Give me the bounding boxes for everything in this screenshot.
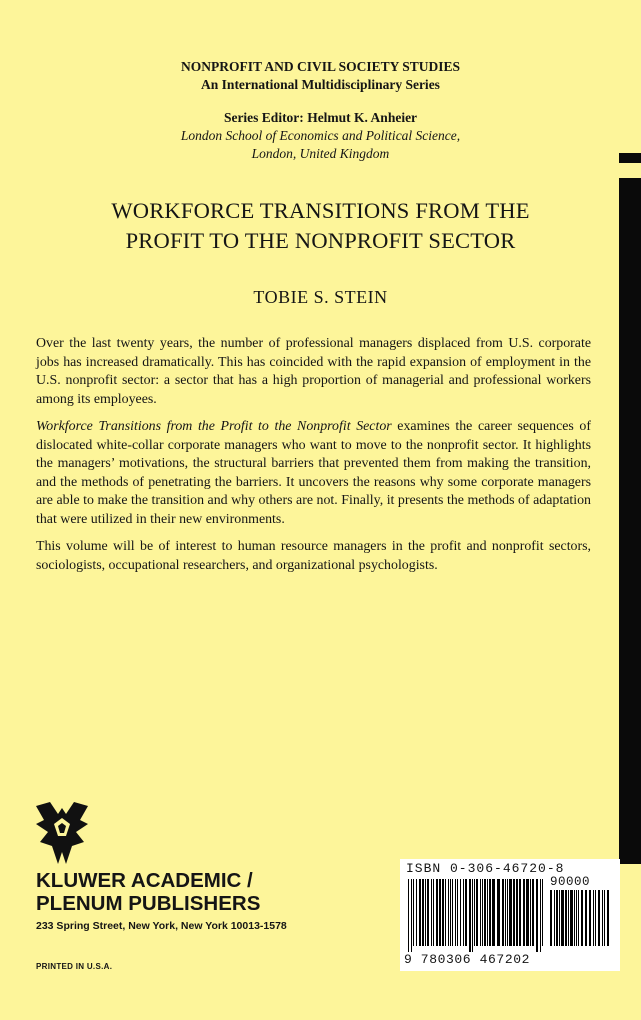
barcode-bar bbox=[556, 890, 558, 946]
barcode-bar bbox=[489, 879, 491, 946]
publisher-address: 233 Spring Street, New York, New York 10013-1578 bbox=[36, 920, 287, 932]
blurb-paragraph-2 bbox=[36, 418, 591, 529]
barcode-bar bbox=[607, 890, 609, 946]
blurb-paragraph-2-text: examines the career sequences of dislocated white-collar corporate managers who want to move to the nonprofit sector. It highlights the managers’ motivations, the structural barriers that prevented them from making the transition, and the methods of penetrating the barriers. It uncovers the reasons why some corporate managers are able to make the transition and why others are not. Finally, it presents the methods of adaptation that were utilized in their new environments. bbox=[36, 419, 591, 527]
blurb-paragraph-3: This volume will be of interest to human resource managers in the profit and nonprofit sectors, sociologists, occupational researchers, and organizational psychologists. bbox=[36, 539, 591, 573]
barcode-bar bbox=[436, 879, 438, 946]
editor-label: Series Editor: bbox=[223, 110, 304, 125]
barcode-bar bbox=[519, 879, 521, 946]
series-header bbox=[0, 58, 641, 94]
editor-location: London, United Kingdom bbox=[251, 146, 390, 161]
barcode-bar bbox=[581, 890, 583, 946]
isbn-label: ISBN 0-306-46720-8 bbox=[406, 861, 565, 876]
barcode-bar bbox=[445, 879, 446, 946]
book-title bbox=[0, 196, 641, 256]
barcode-bar bbox=[540, 879, 541, 952]
barcode-bar bbox=[448, 879, 449, 946]
editor-name: Helmut K. Anheier bbox=[307, 110, 418, 125]
barcode-bar bbox=[474, 879, 475, 946]
barcode-bar bbox=[585, 890, 587, 946]
editor-affiliation: London School of Economics and Political Science, bbox=[180, 128, 461, 143]
barcode-bar bbox=[578, 890, 579, 946]
ean-digits: 9 780306 467202 bbox=[404, 952, 531, 967]
barcode-bar bbox=[419, 879, 421, 946]
barcode-bar bbox=[502, 879, 504, 946]
barcode-bar bbox=[565, 890, 567, 946]
barcode-bar bbox=[472, 879, 473, 952]
barcode-bar bbox=[465, 879, 467, 946]
blurb bbox=[36, 335, 591, 584]
title-line-1: WORKFORCE TRANSITIONS FROM THE bbox=[111, 198, 530, 223]
barcode-bar bbox=[476, 879, 478, 946]
book-author: TOBIE S. STEIN bbox=[253, 287, 388, 307]
barcode-bar bbox=[526, 879, 529, 946]
barcode-bar bbox=[595, 890, 596, 946]
barcode-bar bbox=[497, 879, 500, 946]
publisher-name-line-1: KLUWER ACADEMIC / bbox=[36, 869, 253, 892]
barcode-bar bbox=[463, 879, 464, 946]
price-code: 90000 bbox=[550, 875, 591, 889]
barcode-bar bbox=[484, 879, 486, 946]
blurb-book-title: Workforce Transitions from the Profit to the Nonprofit Sector bbox=[36, 419, 392, 434]
barcode-bar bbox=[408, 879, 409, 952]
barcode-main bbox=[408, 879, 546, 952]
barcode-bar bbox=[492, 879, 495, 946]
barcode-block bbox=[400, 859, 620, 971]
barcode-bar bbox=[532, 879, 534, 946]
barcode-bar bbox=[530, 879, 531, 946]
series-editor bbox=[0, 109, 641, 163]
barcode-bar bbox=[460, 879, 461, 946]
series-name: NONPROFIT AND CIVIL SOCIETY STUDIES bbox=[180, 59, 461, 74]
barcode-bar bbox=[487, 879, 488, 946]
barcode-bar bbox=[542, 879, 543, 946]
barcode-bar bbox=[507, 879, 508, 946]
barcode-bar bbox=[589, 890, 591, 946]
barcode-bar bbox=[452, 879, 453, 946]
barcode-bar bbox=[482, 879, 483, 946]
barcode-bar bbox=[455, 879, 456, 946]
barcode-bar bbox=[425, 879, 426, 946]
title-line-2: PROFIT TO THE NONPROFIT SECTOR bbox=[125, 228, 516, 253]
barcode-bar bbox=[516, 879, 518, 946]
barcode-bar bbox=[509, 879, 512, 946]
barcode-bar bbox=[427, 879, 429, 946]
publisher-logo-icon bbox=[36, 802, 88, 864]
barcode-bar bbox=[431, 879, 432, 946]
barcode-bar bbox=[593, 890, 594, 946]
barcode-bar bbox=[602, 890, 603, 946]
barcode-bar bbox=[513, 879, 515, 946]
barcode-bar bbox=[411, 879, 412, 952]
publisher-name-line-2: PLENUM PUBLISHERS bbox=[36, 892, 261, 915]
barcode-bar bbox=[561, 890, 564, 946]
barcode-bar bbox=[536, 879, 538, 952]
barcode-bar bbox=[550, 890, 552, 946]
barcode-bar bbox=[416, 879, 417, 946]
blurb-paragraph-1: Over the last twenty years, the number of professional managers displaced from U.S. corporate jobs has increased dramatically. This has coincided with the rapid expansion of employment in the U.S. nonprofit sector: a sector that has a high proportion of managerial and professional workers among its employees. bbox=[36, 336, 591, 407]
publisher-name bbox=[36, 869, 260, 915]
barcode-bar bbox=[505, 879, 506, 946]
barcode-bar bbox=[576, 890, 577, 946]
barcode-addon bbox=[550, 890, 612, 952]
barcode-bar bbox=[559, 890, 560, 946]
barcode-bar bbox=[523, 879, 525, 946]
barcode-bar bbox=[480, 879, 481, 946]
barcode-bar bbox=[450, 879, 451, 946]
barcode-bar bbox=[554, 890, 555, 946]
barcode-bar bbox=[422, 879, 424, 946]
barcode-bar bbox=[433, 879, 434, 946]
barcode-bar bbox=[570, 890, 573, 946]
barcode-bar bbox=[574, 890, 575, 946]
barcode-bar bbox=[439, 879, 441, 946]
printed-in-notice: PRINTED IN U.S.A. bbox=[36, 962, 113, 971]
barcode-bar bbox=[598, 890, 600, 946]
barcode-bar bbox=[568, 890, 569, 946]
barcode-bar bbox=[604, 890, 605, 946]
barcode-bar bbox=[413, 879, 414, 946]
barcode-bar bbox=[457, 879, 458, 946]
series-subtitle: An International Multidisciplinary Series bbox=[201, 77, 440, 92]
barcode-bar bbox=[469, 879, 471, 952]
barcode-bar bbox=[442, 879, 444, 946]
spine-bar-side bbox=[619, 178, 641, 864]
